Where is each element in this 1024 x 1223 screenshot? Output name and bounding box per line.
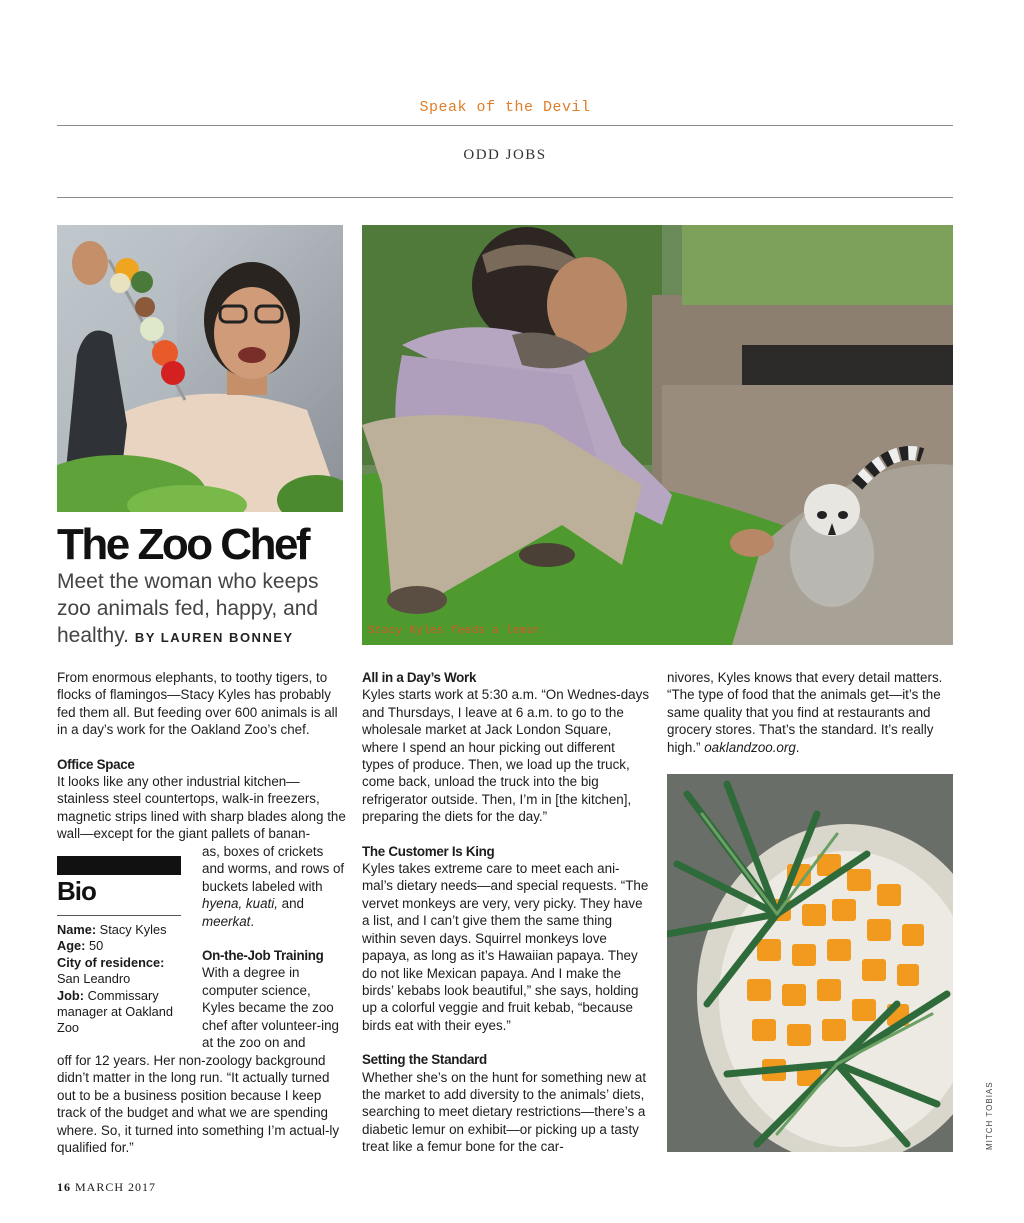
office-text-b: as, boxes of crickets and worms, and rows of buckets labeled with [202, 844, 345, 894]
bio-job [57, 988, 187, 1037]
page-footer [57, 1180, 156, 1195]
standard-text: Whether she’s on the hunt for something new at the market to add diversity to the animals’ diets, searching to meet dietary restrictions—there’s a diabetic lemur on exhibit—or picking up a tasty treat like a femur bone for the car- [362, 1069, 647, 1155]
office-space-heading: Office Space [57, 756, 135, 772]
bio-age-value: 50 [85, 938, 104, 954]
chef-kebab-photo [57, 225, 343, 512]
bio-job-label: Job: [57, 987, 85, 1003]
bio-details [57, 922, 187, 1037]
intro-paragraph: From enormous elephants, to toothy tigers, to flocks of flamingos—Stacy Kyles has probably fed them all. But feeding over 600 animals is all in a day’s work for the Oakland Zoo’s chef. [57, 670, 338, 738]
standard-heading: Setting the Standard [362, 1052, 487, 1068]
url-end: . [795, 739, 800, 755]
bio-heading: Bio [57, 876, 96, 906]
bio-age-label: Age: [57, 938, 86, 954]
standard-continued [667, 669, 957, 756]
office-italic-2: meerkat [202, 913, 251, 929]
zoo-url[interactable]: oaklandzoo.org [704, 739, 796, 755]
article-dek [57, 568, 357, 651]
byline: BY LAUREN BONNEY [134, 630, 294, 645]
bio-city-label: City of residence: [57, 954, 165, 970]
office-end: . [250, 913, 255, 929]
department-label: ODD JOBS [463, 147, 547, 163]
bio-name-value: Stacy Kyles [96, 922, 167, 937]
bio-city-value: San Leandro [57, 971, 131, 987]
customer-text: Kyles takes extreme care to meet each ani-mal’s dietary needs—and special requests. “The vervet monkeys are very, very picky. They have a list, and I can’t give them the same thing within seven days. Squirrel monkeys love papaya, as long as it’s Hawaiian papaya. They do not like Mexican papaya. And I make the birds’ kebabs look beautiful,” she says, holding up a colorful veggie and fruit kebab, “because birds eat with their eyes.” [362, 861, 649, 1033]
bio-age [57, 938, 187, 954]
training-text: With a degree in computer science, Kyles became the zoo chef after volunteer-ing at the zoo on and [202, 965, 339, 1051]
standard-cont-text: nivores, Kyles knows that every detail matters. “The type of food that the animals get—it’s the same quality that you find at restaurants and grocery stores. That’s the standard. It’s really high.” [667, 670, 943, 755]
days-work-text: Kyles starts work at 5:30 a.m. “On Wednes-days and Thursdays, I leave at 6 a.m. to go to the wholesale market at Jack London Square, where I spend an hour picking out different types of produce. Then, we load up the truck, come back, unload the truck into the big refrigerator outside. Then, I’m in [the kitchen], preparing the diets for the day.” [362, 687, 650, 825]
dek-text: Meet the woman who keeps zoo animals fed, happy, and healthy. [57, 570, 319, 647]
office-and: and [277, 896, 304, 912]
header-rule-bottom [57, 197, 953, 198]
papaya-pineapple-photo [667, 774, 953, 1152]
page-number: 16 [57, 1180, 71, 1194]
bio-job-value: Commissary manager at Oakland Zoo [57, 987, 173, 1036]
article-title: The Zoo Chef [57, 520, 309, 569]
section-label: Speak of the Devil [419, 99, 591, 116]
office-italic-1: hyena, kuati, [202, 896, 278, 912]
header-rule-top [57, 125, 953, 126]
office-space-continued [202, 843, 345, 930]
training-heading: On-the-Job Training [202, 948, 324, 964]
column-2 [362, 669, 650, 1156]
issue-date: MARCH 2017 [75, 1180, 157, 1194]
training-text-continued: off for 12 years. Her non-zoology background didn’t matter in the long run. “It actually turned out to be a business position because I keep track of the budget and what we are spending where. So, it turned into something I’m actual-ly qualified for.” [57, 1053, 340, 1156]
bio-rule [57, 915, 181, 916]
column-1-inset [202, 843, 345, 1051]
lemur-feeding-photo [362, 225, 953, 645]
bio-name [57, 922, 187, 938]
column-1 [57, 669, 347, 843]
column-3 [667, 669, 957, 756]
customer-heading: The Customer Is King [362, 843, 495, 859]
office-space-text: It looks like any other industrial kitchen—stainless steel countertops, walk-in freezers, magnetic strips lined with sharp blades along the wall—except for the giant pallets of banan- [57, 774, 346, 842]
bio-bar [57, 856, 181, 875]
days-work-heading: All in a Day’s Work [362, 670, 477, 685]
photo-caption: Stacy Kyles feeds a lemur. [368, 625, 548, 637]
bio-name-label: Name: [57, 922, 97, 937]
column-1-bottom [57, 1052, 347, 1156]
bio-city [57, 955, 187, 971]
photo-credit: MITCH TOBIAS [985, 1081, 994, 1150]
